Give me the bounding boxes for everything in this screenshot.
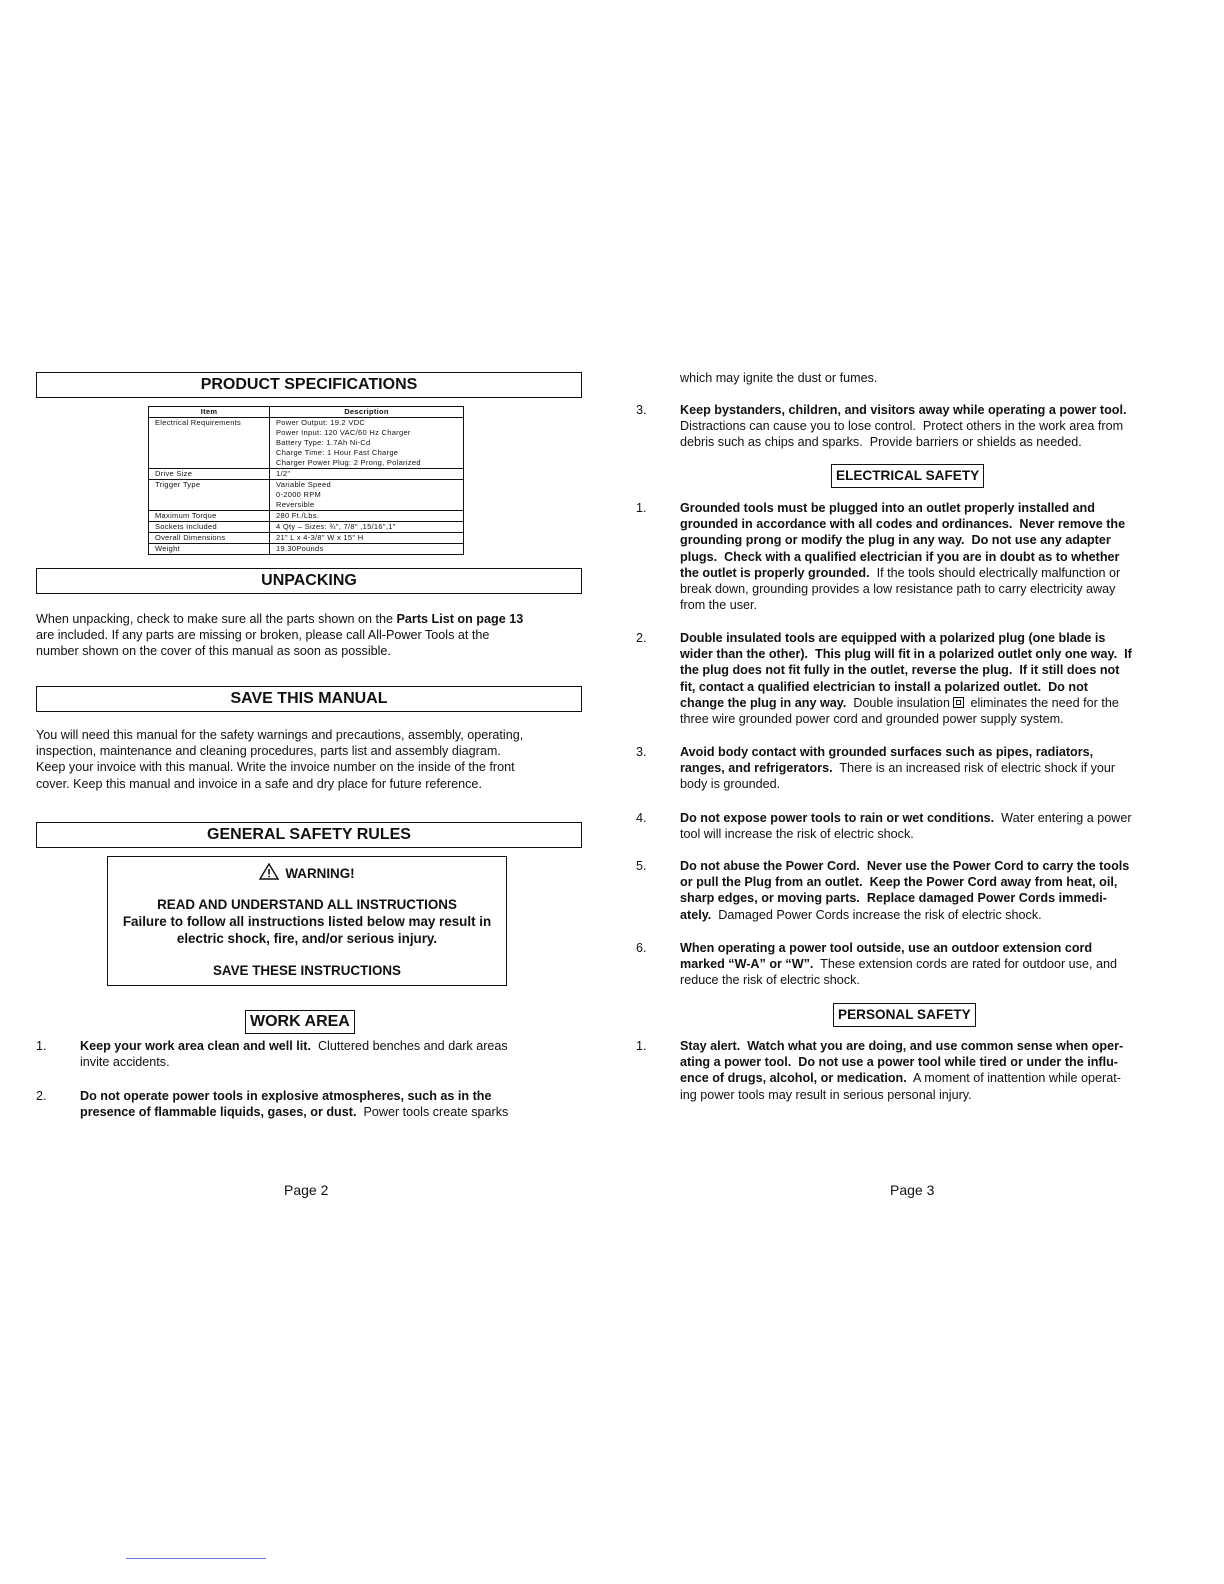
list-item-text [680,810,1180,842]
list-item-number: 2. [636,631,647,645]
list-item-text [80,1038,580,1070]
list-item-text [680,858,1180,923]
spec-description [270,480,464,511]
spec-item: Trigger Type [149,480,270,511]
normal-text: Damaged Power Cords increase the risk of electric shock. [711,907,1042,922]
work-area-heading: WORK AREA [245,1010,355,1034]
normal-text: There is an increased risk of electric shock if your [832,761,1116,776]
warning-line-1: READ AND UNDERSTAND ALL INSTRUCTIONS [157,897,457,912]
bold-text: When operating a power tool outside, use an outdoor extension cord [680,941,1093,955]
normal-text: eliminates the need for the [966,695,1119,710]
spec-item: Weight [149,544,270,555]
general-safety-heading: GENERAL SAFETY RULES [36,822,582,848]
list-item-line [680,760,1180,776]
spec-description-line: 19.30Pounds [276,544,324,553]
page-number-right: Page 3 [890,1182,935,1198]
list-item-line [680,402,1180,418]
list-item-line [680,1087,1180,1103]
normal-text: Cluttered benches and dark areas [310,1039,508,1053]
list-item-text [680,402,1180,451]
bold-text: plugs. Check with a qualified electrician if you are in doubt as to whether [680,549,1120,564]
spec-description [270,469,464,480]
list-item-number: 1. [36,1039,47,1053]
bold-text: the outlet is properly grounded. [680,565,870,580]
list-item-line [80,1038,580,1054]
list-item-line [680,858,1180,874]
spec-description-line: 4 Qty – Sizes: ¾", 7/8" ,15/16",1" [276,522,396,531]
save-line: inspection, maintenance and cleaning procedures, parts list and assembly diagram. [36,744,501,759]
save-line: You will need this manual for the safety warnings and precautions, assembly, operating, [36,728,524,742]
bold-text: presence of flammable liquids, gases, or dust. [80,1105,357,1120]
spec-row [149,480,464,511]
list-item-number: 6. [636,941,647,955]
list-item-line [680,1038,1180,1054]
bold-text: ranges, and refrigerators. [680,761,833,776]
list-item-line [680,646,1180,662]
spec-col-description: Description [270,407,464,418]
list-item-text [680,744,1180,793]
list-item-number: 1. [636,501,647,515]
normal-text: Water entering a power [994,811,1132,825]
spec-description-line: 21" L x 4-3/8" W x 15" H [276,533,364,542]
spec-row [149,533,464,544]
bold-text: ence of drugs, alcohol, or medication. [680,1071,907,1086]
save-manual-heading: SAVE THIS MANUAL [36,686,582,712]
list-item-line [80,1054,580,1070]
product-specifications-heading: PRODUCT SPECIFICATIONS [36,372,582,398]
list-item-line [680,940,1180,956]
bold-text: marked “W-A” or “W”. [680,957,814,972]
list-item-line [680,565,1180,581]
list-item-line [680,1054,1180,1070]
list-item-line [680,1070,1180,1086]
list-item-line [680,711,1180,727]
list-item-text [680,1038,1180,1103]
list-item-text [680,630,1180,727]
spec-description-line: Charger Power Plug: 2 Prong, Polarized [276,458,421,467]
list-item-line [680,826,1180,842]
warning-line-2: Failure to follow all instructions listed below may result in [122,914,492,929]
list-item-line [680,956,1180,972]
spec-row [149,522,464,533]
bold-text: grounded in accordance with all codes and ordinances. Never remove the [680,517,1126,532]
list-item-line [680,418,1180,434]
normal-text: If the tools should electrically malfunction or [869,565,1121,580]
spec-description [270,533,464,544]
list-item-line [680,810,1180,826]
warning-heading: WARNING! [108,863,506,881]
normal-text: tool will increase the risk of electric shock. [680,827,914,842]
list-item-number: 3. [636,403,647,417]
bold-text: or pull the Plug from an outlet. Keep the Power Cord away from heat, oil, [680,875,1118,890]
list-item-text [680,940,1180,989]
unpacking-line: When unpacking, check to make sure all the parts shown on the Parts List on page 13 [36,612,524,626]
page-number-left: Page 2 [284,1182,329,1198]
spec-item: Overall Dimensions [149,533,270,544]
spec-item: Sockets Included [149,522,270,533]
warning-box [107,856,507,986]
bold-text: the plug does not fit fully in the outlet, reverse the plug. If it still does not [680,663,1120,678]
spec-description [270,544,464,555]
spec-description-line: Power Output: 19.2 VDC [276,418,366,427]
spec-description-line: 280 Ft./Lbs. [276,511,320,520]
bold-text: fit, contact a qualified electrician to install a polarized outlet. Do not [680,679,1088,694]
bold-text: Keep bystanders, children, and visitors away while operating a power tool. [680,403,1127,417]
list-item-number: 2. [36,1089,47,1103]
electrical-safety-heading: ELECTRICAL SAFETY [831,464,984,488]
list-item-line [680,532,1180,548]
list-item-number: 5. [636,859,647,873]
list-item-line [680,907,1180,923]
list-item-line [80,1088,580,1104]
normal-text: These extension cords are rated for outdoor use, and [813,957,1117,972]
normal-text: from the user. [680,598,757,613]
spec-description-line: Battery Type: 1.7Ah Ni-Cd [276,438,371,447]
continued-line: which may ignite the dust or fumes. [680,371,878,385]
unpacking-heading: UNPACKING [36,568,582,594]
list-item-line [680,695,1180,711]
bold-text: Avoid body contact with grounded surfaces such as pipes, radiators, [680,745,1094,759]
bold-text: Keep your work area clean and well lit. [80,1039,311,1053]
list-item-line [680,434,1180,450]
list-item-line [680,516,1180,532]
normal-text: three wire grounded power cord and grounded power supply system. [680,712,1064,727]
normal-text: Distractions can cause you to lose control. Protect others in the work area from [680,419,1124,434]
spec-row [149,418,464,469]
normal-text: debris such as chips and sparks. Provide barriers or shields as needed. [680,435,1082,450]
list-item-line [680,581,1180,597]
bold-text: grounding prong or modify the plug in any way. Do not use any adapter [680,533,1111,548]
save-line: Keep your invoice with this manual. Write the invoice number on the inside of the front [36,760,515,775]
spec-table [148,406,464,555]
bold-text: Stay alert. Watch what you are doing, and use common sense when oper- [680,1039,1124,1053]
list-item-line [680,972,1180,988]
spec-item: Maximum Torque [149,511,270,522]
normal-text: invite accidents. [80,1055,170,1070]
spec-row [149,469,464,480]
normal-text: break down, grounding provides a low resistance path to carry electricity away [680,582,1116,597]
warning-line-4: SAVE THESE INSTRUCTIONS [213,963,401,978]
save-line: cover. Keep this manual and invoice in a safe and dry place for future reference. [36,776,482,791]
list-item-number: 1. [636,1039,647,1053]
normal-text: body is grounded. [680,777,781,792]
unpacking-line: number shown on the cover of this manual as soon as possible. [36,644,391,659]
spec-description-line: 1/2" [276,469,291,478]
spec-col-item: Item [149,407,270,418]
bold-text: sharp edges, or moving parts. Replace damaged Power Cords immedi- [680,891,1107,906]
list-item-line [680,679,1180,695]
double-insulation-icon [953,697,964,708]
bold-text: Double insulated tools are equipped with a polarized plug (one blade is [680,631,1106,645]
list-item-line [680,890,1180,906]
list-item-line [680,549,1180,565]
normal-text: Power tools create sparks [356,1105,509,1120]
bold-text: Do not expose power tools to rain or wet conditions. [680,811,995,825]
spec-description-line: Reversible [276,500,315,509]
list-item-line [680,597,1180,613]
list-item-number: 3. [636,745,647,759]
spec-description [270,522,464,533]
spec-description [270,511,464,522]
list-item-line [680,874,1180,890]
list-item-line [680,776,1180,792]
bold-text: Do not operate power tools in explosive atmospheres, such as in the [80,1089,492,1103]
spec-row [149,511,464,522]
list-item-line [680,744,1180,760]
bold-text: Do not abuse the Power Cord. Never use the Power Cord to carry the tools [680,859,1130,873]
underline-mark [126,1558,266,1559]
list-item-line [680,662,1180,678]
normal-text: Double insulation [846,695,950,710]
spec-item: Drive Size [149,469,270,480]
warning-triangle-icon [259,863,279,880]
spec-description-line: Charge Time: 1 Hour Fast Charge [276,448,399,457]
warning-line-3: electric shock, fire, and/or serious injury. [176,931,438,946]
bold-text: change the plug in any way. [680,695,847,710]
save-manual-text [36,727,584,792]
list-item-line [680,630,1180,646]
spec-item: Electrical Requirements [149,418,270,469]
personal-safety-heading: PERSONAL SAFETY [833,1003,976,1027]
list-item-text [680,500,1180,613]
bold-text: Grounded tools must be plugged into an outlet properly installed and [680,501,1095,515]
bold-text: ating a power tool. Do not use a power tool while tired or under the influ- [680,1055,1118,1070]
spec-description-line: Power Input: 120 VAC/60 Hz Charger [276,428,411,437]
spec-row [149,544,464,555]
normal-text: reduce the risk of electric shock. [680,973,860,988]
list-item-text [80,1088,580,1120]
bold-text: ately. [680,907,712,922]
normal-text: ing power tools may result in serious personal injury. [680,1087,972,1102]
spec-description [270,418,464,469]
list-item-line [680,500,1180,516]
bold-text: wider than the other). This plug will fit in a polarized outlet only one way. If [680,647,1132,662]
normal-text: A moment of inattention while operat- [906,1071,1121,1086]
unpacking-text [36,611,584,660]
unpacking-line: are included. If any parts are missing or broken, please call All-Power Tools at the [36,628,490,643]
list-item-line [80,1104,580,1120]
spec-description-line: Variable Speed [276,480,331,489]
list-item-number: 4. [636,811,647,825]
spec-description-line: 0-2000 RPM [276,490,322,499]
